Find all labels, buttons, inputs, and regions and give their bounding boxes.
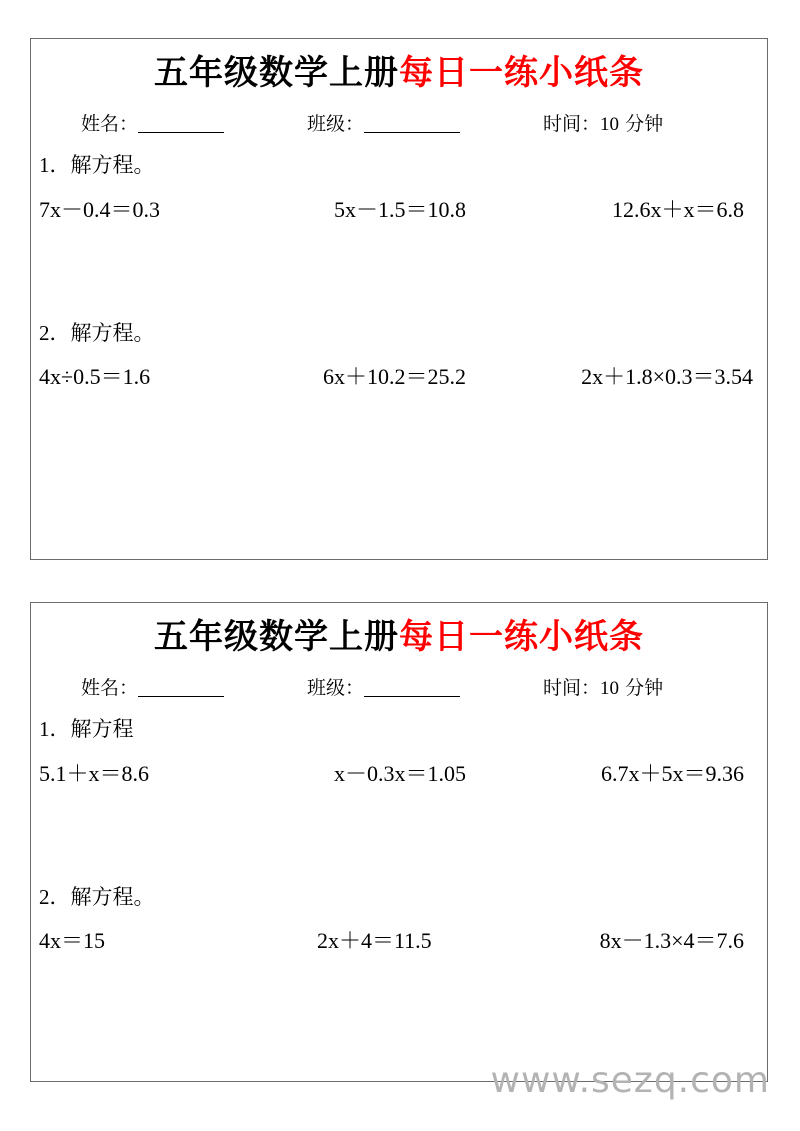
class-label: 班级： <box>307 113 365 135</box>
title-red-part: 每日一练小纸条 <box>399 617 644 657</box>
time-label: 时间： <box>543 677 601 699</box>
class-field <box>307 673 460 700</box>
equation: 6.7x＋5x＝9.36 <box>600 761 744 786</box>
equation: 5.1＋x＝8.6 <box>39 761 150 786</box>
equation: 4x＝15 <box>39 928 106 953</box>
time-label: 时间： <box>543 113 601 135</box>
class-field <box>307 109 460 136</box>
card-title <box>31 609 767 658</box>
time-unit: 分钟 <box>625 677 664 699</box>
card-title <box>31 45 767 94</box>
question-heading-2: 2．解方程。 <box>39 321 155 345</box>
equation: 8x－1.3×4＝7.6 <box>599 928 744 953</box>
class-blank[interactable] <box>364 678 460 697</box>
equation: 7x－0.4＝0.3 <box>39 197 161 222</box>
title-black-part: 五年级数学上册 <box>154 53 399 93</box>
equation: x－0.3x＝1.05 <box>333 761 466 786</box>
class-blank[interactable] <box>364 114 460 133</box>
title-black-part: 五年级数学上册 <box>154 617 399 657</box>
time-field <box>543 673 663 700</box>
name-field <box>81 109 224 136</box>
question-heading-1: 1．解方程。 <box>39 153 155 177</box>
time-value: 10 <box>600 678 620 699</box>
question-heading-1: 1．解方程 <box>39 717 134 741</box>
name-blank[interactable] <box>138 678 224 697</box>
equation: 6x＋10.2＝25.2 <box>322 364 466 389</box>
time-unit: 分钟 <box>625 113 664 135</box>
class-label: 班级： <box>307 677 365 699</box>
worksheet-card-2 <box>30 602 768 1082</box>
name-field <box>81 673 224 700</box>
equation: 12.6x＋x＝6.8 <box>611 197 744 222</box>
equation: 5x－1.5＝10.8 <box>333 197 466 222</box>
equation: 2x＋4＝11.5 <box>317 928 432 953</box>
equation: 4x÷0.5＝1.6 <box>39 364 151 389</box>
watermark: www.sezq.com <box>490 1060 770 1101</box>
title-red-part: 每日一练小纸条 <box>399 53 644 93</box>
name-label: 姓名： <box>81 677 139 699</box>
time-field <box>543 109 663 136</box>
name-blank[interactable] <box>138 114 224 133</box>
time-value: 10 <box>600 114 620 135</box>
question-heading-2: 2．解方程。 <box>39 885 155 909</box>
equation: 2x＋1.8×0.3＝3.54 <box>581 364 753 389</box>
worksheet-card-1 <box>30 38 768 560</box>
name-label: 姓名： <box>81 113 139 135</box>
